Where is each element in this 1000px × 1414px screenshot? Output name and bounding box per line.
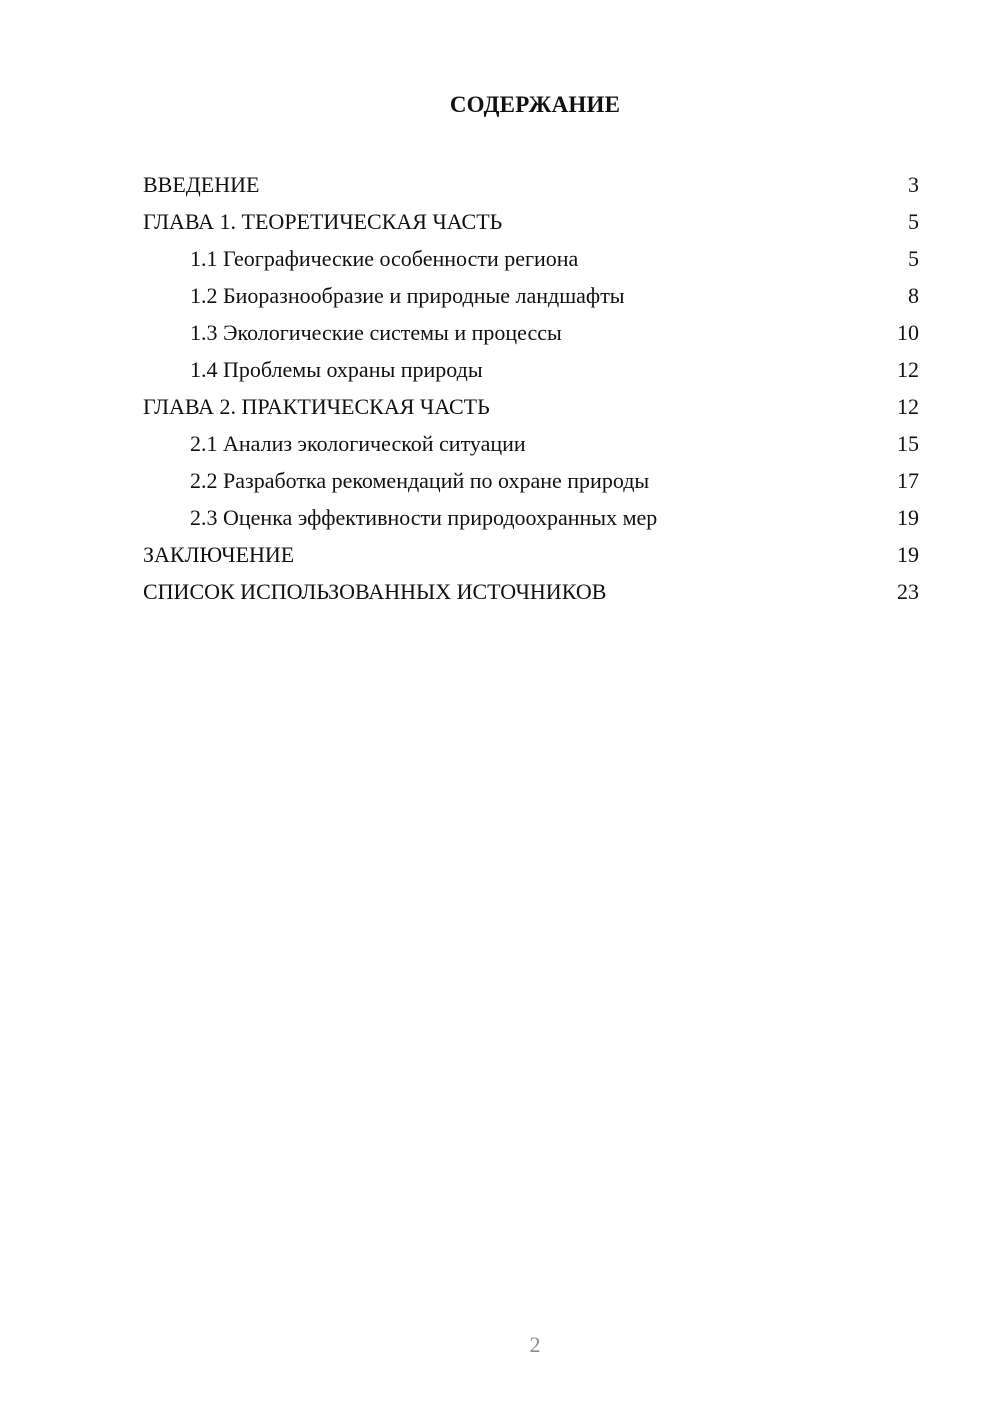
toc-entry-label: ВВЕДЕНИЕ bbox=[143, 172, 260, 197]
toc-entry-page: 12 bbox=[897, 357, 919, 382]
toc-entry-chapter-1 bbox=[143, 203, 919, 240]
toc-entry-page: 10 bbox=[897, 320, 919, 345]
toc-entry-page: 5 bbox=[908, 246, 919, 271]
toc-entry-page: 19 bbox=[897, 542, 919, 567]
toc-entry-page: 15 bbox=[897, 431, 919, 456]
toc-entry-label: 2.2 Разработка рекомендаций по охране природы bbox=[190, 468, 650, 493]
toc-entry-introduction bbox=[143, 166, 919, 203]
toc-entry-page: 23 bbox=[897, 579, 919, 604]
toc-entry-1-3 bbox=[143, 314, 919, 351]
toc-entry-label: 2.3 Оценка эффективности природоохранных мер bbox=[190, 505, 658, 530]
toc-entry-1-2 bbox=[143, 277, 919, 314]
toc-entry-1-1 bbox=[143, 240, 919, 277]
toc-entry-conclusion bbox=[143, 536, 919, 573]
page-number: 2 bbox=[529, 1332, 541, 1357]
toc-entry-page: 5 bbox=[908, 209, 919, 234]
toc-entry-label: ЗАКЛЮЧЕНИЕ bbox=[143, 542, 295, 567]
toc-entry-page: 8 bbox=[908, 283, 919, 308]
toc-entry-page: 3 bbox=[908, 172, 919, 197]
toc-entry-label: ГЛАВА 2. ПРАКТИЧЕСКАЯ ЧАСТЬ bbox=[143, 394, 490, 419]
toc-entry-page: 17 bbox=[897, 468, 919, 493]
toc-entry-label: ГЛАВА 1. ТЕОРЕТИЧЕСКАЯ ЧАСТЬ bbox=[143, 209, 503, 234]
toc-entry-1-4 bbox=[143, 351, 919, 388]
table-of-contents bbox=[143, 166, 919, 610]
toc-entry-label: 1.2 Биоразнообразие и природные ландшафты bbox=[190, 283, 625, 308]
toc-entry-2-1 bbox=[143, 425, 919, 462]
toc-entry-chapter-2 bbox=[143, 388, 919, 425]
toc-entry-label: 1.3 Экологические системы и процессы bbox=[190, 320, 562, 345]
toc-entry-label: 1.4 Проблемы охраны природы bbox=[190, 357, 483, 382]
toc-entry-label: 2.1 Анализ экологической ситуации bbox=[190, 431, 526, 456]
page-title: СОДЕРЖАНИЕ bbox=[449, 92, 621, 117]
toc-entry-2-2 bbox=[143, 462, 919, 499]
toc-entry-page: 19 bbox=[897, 505, 919, 530]
toc-entry-label: СПИСОК ИСПОЛЬЗОВАННЫХ ИСТОЧНИКОВ bbox=[143, 579, 607, 604]
toc-entry-references bbox=[143, 573, 919, 610]
toc-entry-2-3 bbox=[143, 499, 919, 536]
toc-entry-label: 1.1 Географические особенности региона bbox=[190, 246, 579, 271]
toc-entry-page: 12 bbox=[897, 394, 919, 419]
